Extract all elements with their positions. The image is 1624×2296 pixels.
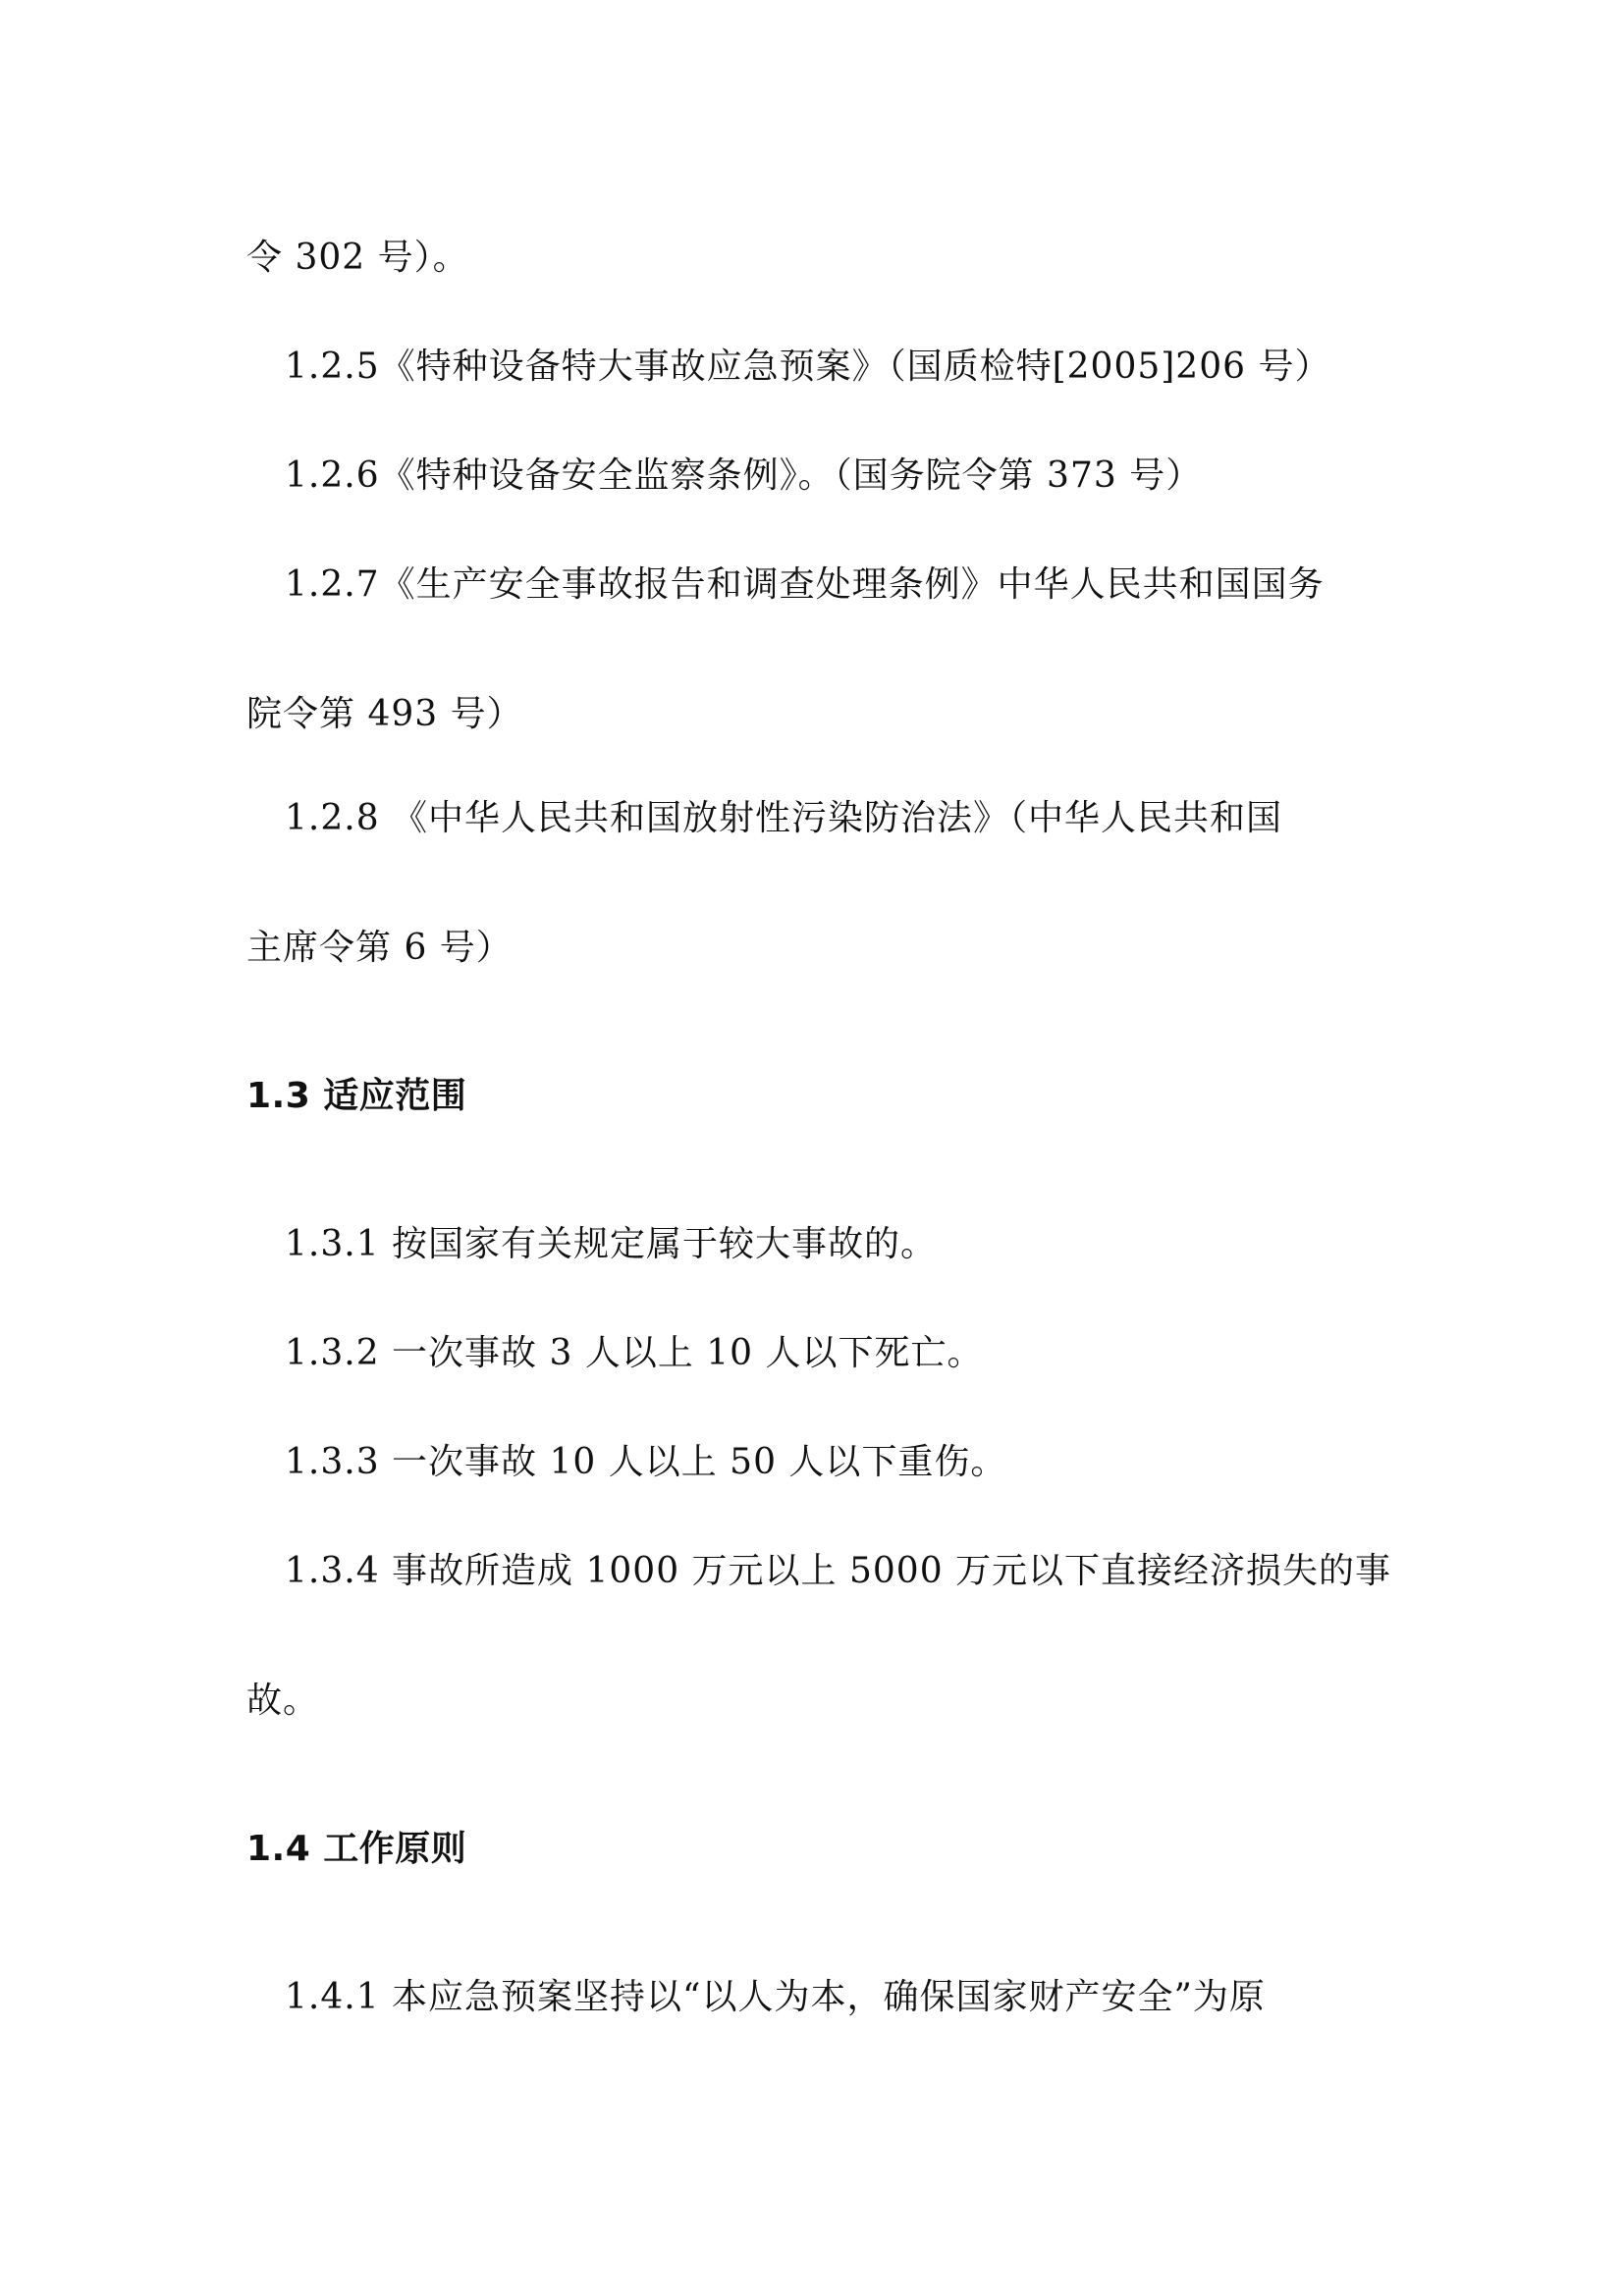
list-item-1-3-3: 1.3.3 一次事故 10 人以上 50 人以下重伤。 [285,1442,1007,1482]
section-heading-1-4: 1.4 工作原则 [246,1829,467,1869]
list-item-1-2-8-continuation: 主席令第 6 号） [246,928,513,968]
list-item-1-2-7: 1.2.7《生产安全事故报告和调查处理条例》中华人民共和国国务 [285,564,1325,605]
list-item-1-2-7-continuation: 院令第 493 号） [246,694,523,734]
list-item-1-3-1: 1.3.1 按国家有关规定属于较大事故的。 [285,1224,938,1264]
list-item-1-4-1: 1.4.1 本应急预案坚持以“以人为本，确保国家财产安全”为原 [285,1977,1266,2017]
list-item-1-3-2: 1.3.2 一次事故 3 人以上 10 人以下死亡。 [285,1333,984,1373]
section-heading-1-3: 1.3 适应范围 [246,1076,467,1116]
paragraph-continuation: 令 302 号）。 [246,238,469,278]
list-item-1-3-4-continuation: 故。 [246,1681,320,1721]
list-item-1-3-4: 1.3.4 事故所造成 1000 万元以上 5000 万元以下直接经济损失的事 [285,1551,1392,1591]
list-item-1-2-5: 1.2.5《特种设备特大事故应急预案》（国质检特[2005]206 号） [285,347,1331,387]
list-item-1-2-6: 1.2.6《特种设备安全监察条例》。（国务院令第 373 号） [285,455,1203,496]
list-item-1-2-8: 1.2.8 《中华人民共和国放射性污染防治法》（中华人民共和国 [285,798,1283,838]
